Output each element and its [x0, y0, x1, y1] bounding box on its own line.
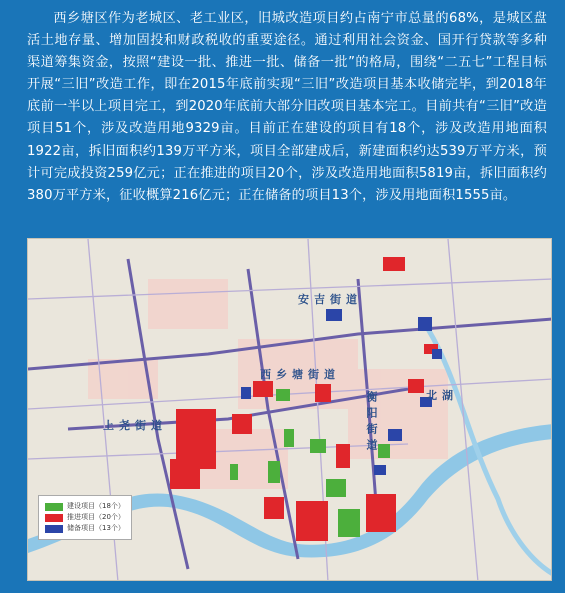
- road-label-hengyang: 衡阳街道: [365, 391, 378, 455]
- legend-swatch-green: [45, 503, 63, 511]
- legend-label: 储备项目（13个）: [67, 524, 125, 532]
- legend-reserve: [45, 523, 125, 534]
- legend-construction: [45, 501, 125, 512]
- legend-swatch-blue: [45, 525, 63, 533]
- road-label-beihu: 北湖: [426, 389, 458, 402]
- legend-swatch-red: [45, 514, 63, 522]
- article-paragraph: 西乡塘区作为老城区、老工业区，旧城改造项目约占南宁市总量的68%，是城区盘活土地存量、增加固投和财政税收的重要途径。通过利用社会资金、国开行贷款等多种渠道筹集资金，按照“建设一批、推进一批、储备一批”的格局，围绕“二五七”工程目标开展“三旧”改造工作，即在2015年底前实现“三旧”改造项目基本收储完毕，到2018年底前一半以上项目完工，到2020年底前大部分旧改项目基本完工。目前共有“三旧”改造项目51个，涉及改造用地9329亩。目前正在建设的项目有18个，涉及改造用地面积1922亩，拆旧面积约139万平方米，项目全部建成后，新建面积约达539万平方米，预计可完成投资259亿元；正在推进的项目20个，涉及改造用地面积5819亩，拆旧面积约380万平方米，征收概算216亿元；正在储备的项目13个，涉及用地面积1555亩。: [27, 11, 547, 203]
- map-legend: [38, 495, 132, 540]
- road-label-anji: 安吉街道: [298, 293, 362, 306]
- road-label-xixiangtang: 西乡塘街道: [260, 368, 340, 381]
- legend-label: 推进项目（20个）: [67, 513, 125, 521]
- legend-advancing: [45, 512, 125, 523]
- road-label-shangyao: 上尧街道: [103, 419, 167, 432]
- legend-label: 建设项目（18个）: [67, 502, 125, 510]
- renovation-map: [27, 238, 552, 581]
